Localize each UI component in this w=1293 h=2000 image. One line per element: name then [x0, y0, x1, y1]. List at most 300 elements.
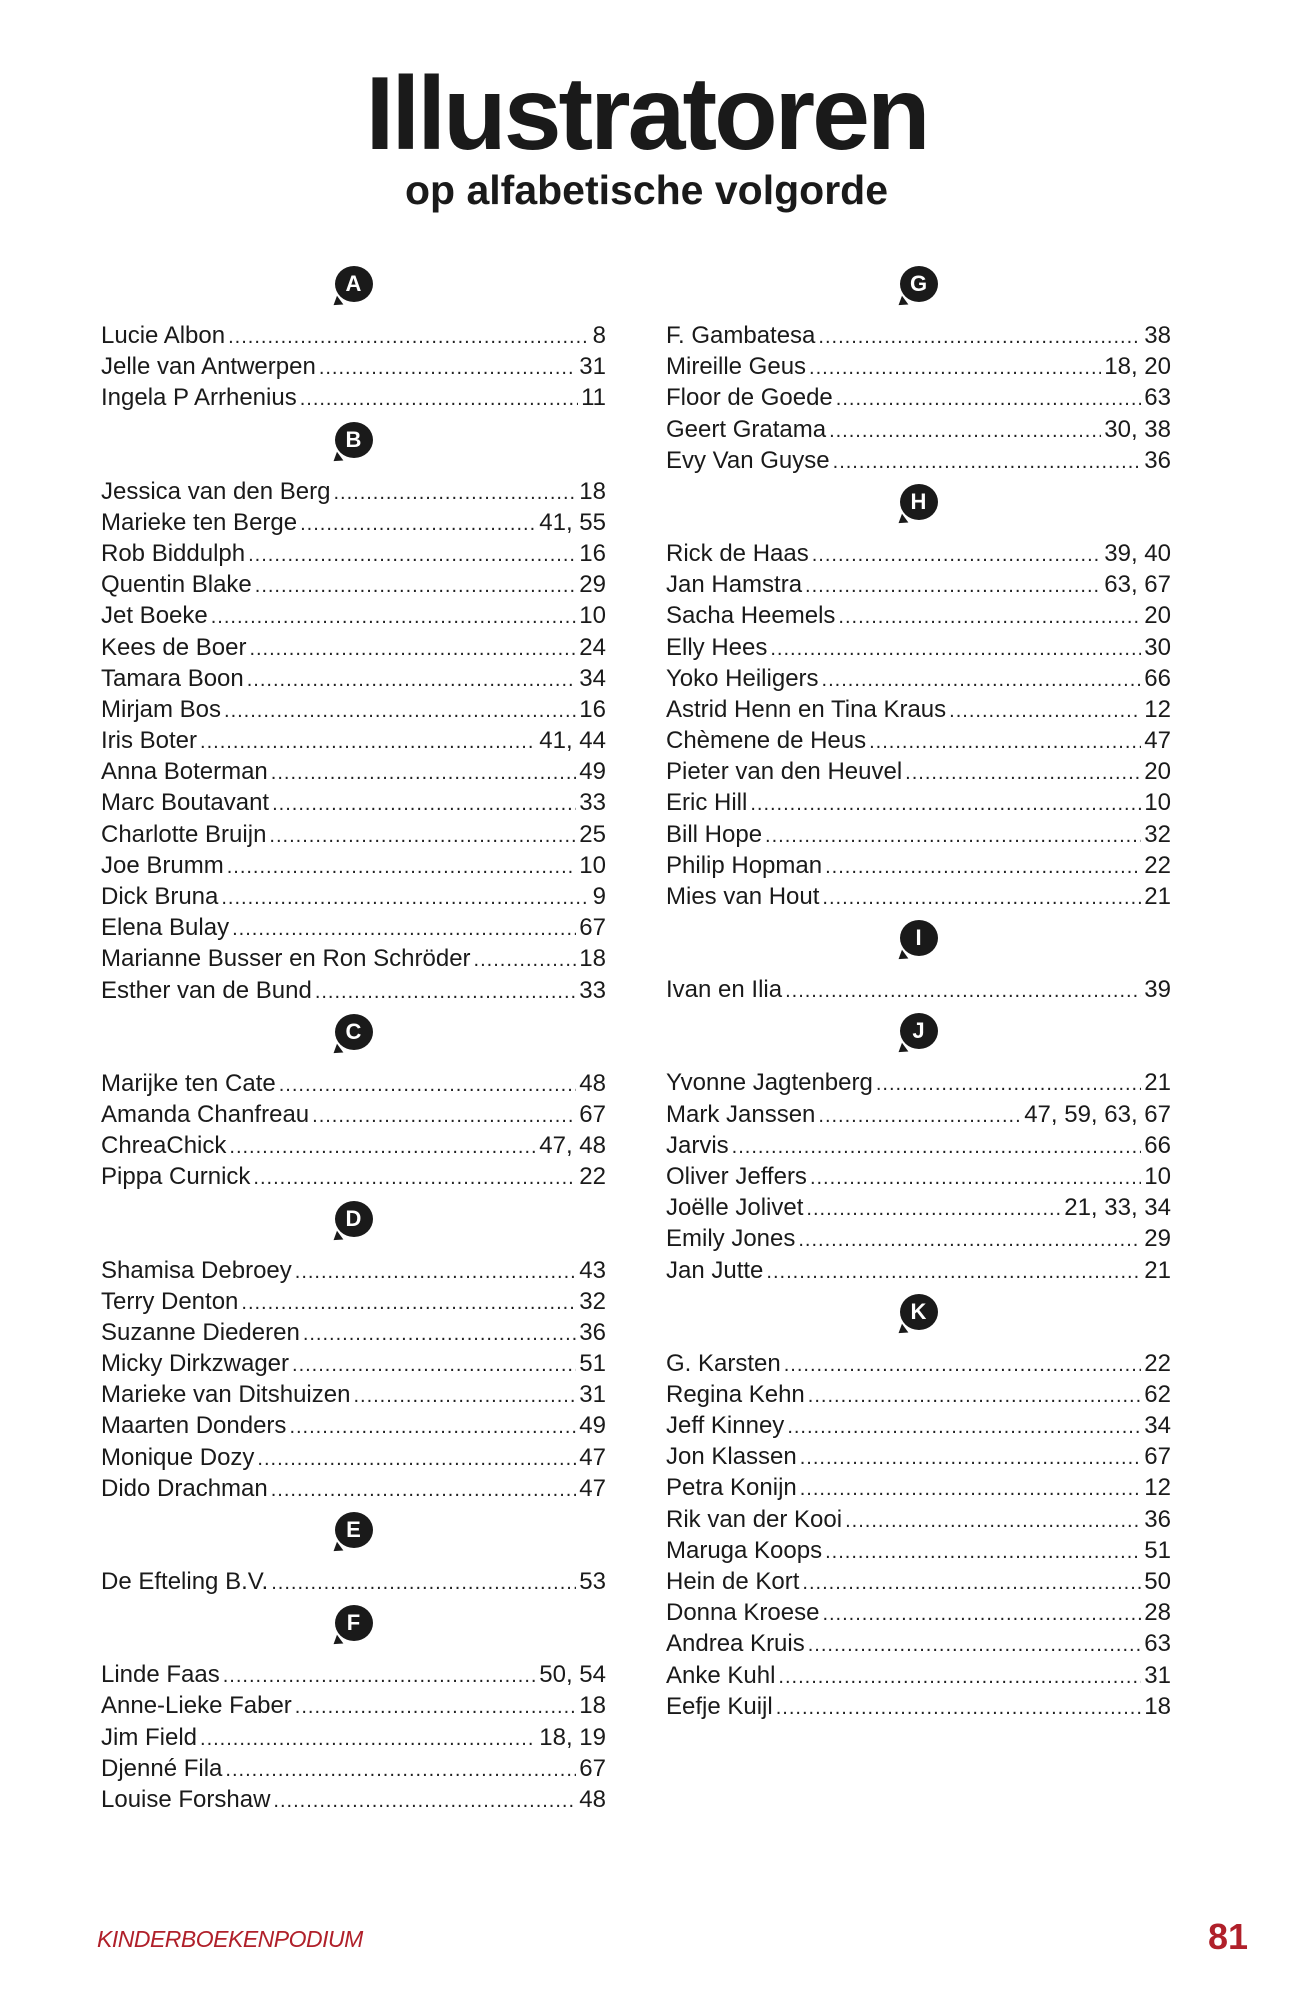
illustrator-name: Maarten Donders: [101, 1412, 287, 1440]
page-references: 49: [579, 1412, 606, 1440]
letter-section: [666, 476, 1171, 912]
page-references: 62: [1144, 1380, 1171, 1408]
letter-header: [666, 912, 1171, 974]
illustrator-name: Marc Boutavant: [101, 789, 270, 817]
dot-leader: [802, 1568, 1141, 1599]
index-entry: [101, 1753, 606, 1784]
index-entry: [101, 881, 606, 912]
dot-leader: [300, 384, 578, 415]
page-references: 39, 40: [1104, 539, 1171, 567]
illustrator-name: Elly Hees: [666, 633, 768, 661]
page-references: 11: [581, 384, 606, 412]
dot-leader: [949, 696, 1141, 727]
dot-leader: [292, 1350, 576, 1381]
illustrator-name: Marijke ten Cate: [101, 1069, 276, 1097]
index-entry: [101, 912, 606, 943]
index-entry: [101, 1161, 606, 1192]
dot-leader: [223, 1661, 537, 1692]
dot-leader: [249, 634, 576, 665]
illustrator-name: Anna Boterman: [101, 758, 268, 786]
illustrator-name: Iris Boter: [101, 727, 198, 755]
page-references: 41, 55: [539, 508, 606, 536]
dot-leader: [271, 758, 577, 789]
index-entry: [101, 507, 606, 538]
index-column-left: [101, 258, 606, 1815]
page-references: 29: [1144, 1225, 1171, 1253]
illustrator-name: Yoko Heiligers: [666, 664, 819, 692]
index-entry: [101, 663, 606, 694]
index-entry: [101, 600, 606, 631]
page-references: 41, 44: [539, 727, 606, 755]
index-entry: [101, 1722, 606, 1753]
illustrator-name: Jim Field: [101, 1723, 198, 1751]
dot-leader: [770, 634, 1141, 665]
letter-badge-icon: A: [335, 266, 373, 302]
illustrator-name: Eric Hill: [666, 789, 748, 817]
dot-leader: [800, 1474, 1142, 1505]
illustrator-name: Philip Hopman: [666, 851, 823, 879]
index-entry: [101, 1068, 606, 1099]
illustrator-name: Maruga Koops: [666, 1536, 823, 1564]
page-references: 28: [1144, 1599, 1171, 1627]
dot-leader: [845, 1506, 1141, 1537]
dot-leader: [809, 353, 1101, 384]
letter-section: [101, 1504, 606, 1597]
index-entry: [666, 1410, 1171, 1441]
index-entry: [101, 1566, 606, 1597]
letter-header: [101, 1504, 606, 1566]
page-references: 51: [579, 1350, 606, 1378]
page-references: 51: [1144, 1536, 1171, 1564]
dot-leader: [876, 1069, 1141, 1100]
dot-leader: [200, 1724, 536, 1755]
illustrator-name: Oliver Jeffers: [666, 1162, 807, 1190]
dot-leader: [822, 1599, 1141, 1630]
dot-leader: [200, 727, 536, 758]
letter-badge-icon: H: [900, 484, 938, 520]
index-entry: [666, 663, 1171, 694]
illustrator-name: Jelle van Antwerpen: [101, 353, 316, 381]
index-entry: [101, 1659, 606, 1690]
letter-badge-icon: C: [335, 1014, 373, 1050]
page-references: 32: [579, 1287, 606, 1315]
letter-badge-icon: E: [335, 1512, 373, 1548]
illustrator-name: Jet Boeke: [101, 602, 208, 630]
page-references: 36: [1144, 1505, 1171, 1533]
page-references: 18, 20: [1104, 353, 1171, 381]
dot-leader: [255, 571, 577, 602]
letter-section: [666, 1005, 1171, 1285]
illustrator-name: ChreaChick: [101, 1132, 227, 1160]
page-references: 47, 48: [539, 1132, 606, 1160]
dot-leader: [211, 602, 577, 633]
dot-leader: [800, 1443, 1142, 1474]
page-references: 43: [579, 1256, 606, 1284]
page-references: 16: [579, 695, 606, 723]
page-references: 53: [579, 1568, 606, 1595]
dot-leader: [248, 540, 576, 571]
index-entry: [101, 1410, 606, 1441]
dot-leader: [750, 789, 1141, 820]
illustrator-name: Rik van der Kooi: [666, 1505, 843, 1533]
illustrator-name: Petra Konijn: [666, 1474, 797, 1502]
index-entry: [101, 1286, 606, 1317]
index-entry: [666, 445, 1171, 476]
illustrator-name: Charlotte Bruijn: [101, 820, 267, 848]
page-references: 9: [592, 883, 606, 910]
page-references: 47: [579, 1443, 606, 1471]
index-entry: [666, 1067, 1171, 1098]
illustrator-name: Jeff Kinney: [666, 1412, 785, 1440]
page-references: 50, 54: [539, 1661, 606, 1689]
letter-section: [101, 1597, 606, 1815]
page-references: 18, 19: [539, 1723, 606, 1751]
illustrator-name: Rick de Haas: [666, 539, 809, 567]
index-entry: [101, 694, 606, 725]
illustrator-name: Jessica van den Berg: [101, 477, 331, 505]
page-references: 12: [1144, 1474, 1171, 1502]
index-entry: [666, 632, 1171, 663]
page-references: 24: [579, 633, 606, 661]
page-references: 21: [1144, 1069, 1171, 1097]
index-entry: [666, 1379, 1171, 1410]
letter-badge-icon: F: [335, 1605, 373, 1641]
letter-section: [101, 414, 606, 1006]
dot-leader: [787, 1412, 1141, 1443]
illustrator-name: Suzanne Diederen: [101, 1318, 300, 1346]
illustrator-name: Eefje Kuijl: [666, 1692, 773, 1720]
dot-leader: [253, 1163, 576, 1194]
illustrator-name: Marianne Busser en Ron Schröder: [101, 945, 471, 973]
page-references: 34: [1144, 1412, 1171, 1440]
page-references: 36: [1144, 446, 1171, 474]
illustrator-name: Linde Faas: [101, 1661, 220, 1689]
letter-header: [101, 414, 606, 476]
dot-leader: [312, 1101, 576, 1132]
page-subtitle: op alfabetische volgorde: [405, 167, 888, 213]
dot-leader: [224, 696, 576, 727]
page-references: 10: [1144, 789, 1171, 817]
illustrator-name: Pippa Curnick: [101, 1163, 251, 1191]
dot-leader: [808, 1381, 1142, 1412]
dot-leader: [257, 1444, 576, 1475]
illustrator-name: Terry Denton: [101, 1287, 239, 1315]
dot-leader: [289, 1412, 576, 1443]
index-entry: [101, 632, 606, 663]
page-references: 48: [579, 1069, 606, 1097]
letter-badge-icon: G: [900, 266, 938, 302]
dot-leader: [315, 977, 576, 1008]
index-entry: [101, 725, 606, 756]
page-references: 47: [1144, 727, 1171, 755]
illustrator-name: Shamisa Debroey: [101, 1256, 292, 1284]
illustrator-name: Jan Hamstra: [666, 571, 803, 599]
index-entry: [101, 943, 606, 974]
index-entry: [666, 725, 1171, 756]
illustrator-name: Lucie Albon: [101, 322, 226, 349]
dot-leader: [905, 758, 1141, 789]
index-entry: [101, 320, 606, 351]
illustrator-name: Ivan en Ilia: [666, 976, 783, 1004]
dot-leader: [822, 665, 1142, 696]
illustrator-name: Dick Bruna: [101, 883, 219, 910]
page-references: 39: [1144, 976, 1171, 1004]
index-entry: [666, 881, 1171, 912]
index-entry: [666, 974, 1171, 1005]
page-references: 22: [1144, 851, 1171, 879]
page-references: 63: [1144, 1630, 1171, 1658]
letter-header: [666, 1005, 1171, 1067]
illustrator-name: Bill Hope: [666, 820, 763, 848]
dot-leader: [766, 1257, 1141, 1288]
dot-leader: [319, 353, 576, 384]
dot-leader: [838, 602, 1141, 633]
index-entry: [666, 351, 1171, 382]
page-references: 30, 38: [1104, 415, 1171, 443]
dot-leader: [825, 852, 1141, 883]
dot-leader: [295, 1257, 577, 1288]
illustrator-name: Mark Janssen: [666, 1100, 816, 1128]
page-references: 33: [579, 976, 606, 1004]
letter-badge-icon: D: [335, 1201, 373, 1237]
illustrator-name: Sacha Heemels: [666, 602, 836, 630]
index-entry: [101, 382, 606, 413]
index-entry: [666, 1348, 1171, 1379]
dot-leader: [241, 1288, 576, 1319]
illustrator-name: Rob Biddulph: [101, 539, 246, 567]
page-references: 16: [579, 539, 606, 567]
illustrator-name: Jon Klassen: [666, 1443, 797, 1471]
illustrator-name: Kees de Boer: [101, 633, 247, 661]
illustrator-name: Djenné Fila: [101, 1754, 223, 1782]
index-entry: [101, 1348, 606, 1379]
illustrator-name: Monique Dozy: [101, 1443, 255, 1471]
illustrator-name: Emily Jones: [666, 1225, 796, 1253]
page-references: 18: [1144, 1692, 1171, 1720]
index-entry: [101, 1099, 606, 1130]
letter-section: [666, 258, 1171, 476]
dot-leader: [785, 976, 1141, 1007]
dot-leader: [818, 1101, 1021, 1132]
dot-leader: [829, 416, 1101, 447]
page-references: 33: [579, 789, 606, 817]
page-references: 34: [579, 664, 606, 692]
illustrator-name: Andrea Kruis: [666, 1630, 805, 1658]
letter-section: [101, 258, 606, 414]
index-entry: [101, 1255, 606, 1286]
dot-leader: [869, 727, 1141, 758]
page-number: 81: [1207, 1916, 1248, 1957]
dot-leader: [808, 1630, 1142, 1661]
page-references: 36: [579, 1318, 606, 1346]
illustrator-name: Regina Kehn: [666, 1380, 805, 1408]
letter-header: [666, 258, 1171, 320]
dot-leader: [279, 1070, 577, 1101]
dot-leader: [229, 1132, 536, 1163]
illustrator-name: Hein de Kort: [666, 1568, 800, 1595]
dot-leader: [333, 478, 576, 509]
letter-section: [101, 1193, 606, 1505]
index-entry: [666, 1255, 1171, 1286]
dot-leader: [784, 1350, 1142, 1381]
index-entry: [101, 756, 606, 787]
letter-section: [666, 1286, 1171, 1722]
index-entry: [101, 819, 606, 850]
illustrator-name: Astrid Henn en Tina Kraus: [666, 695, 947, 723]
page-references: 31: [1144, 1661, 1171, 1689]
index-entry: [666, 569, 1171, 600]
index-entry: [666, 787, 1171, 818]
letter-header: [101, 1193, 606, 1255]
illustrator-name: Marieke van Ditshuizen: [101, 1381, 351, 1409]
index-entry: [101, 975, 606, 1006]
illustrator-name: Evy Van Guyse: [666, 446, 830, 474]
dot-leader: [227, 852, 577, 883]
index-entry: [666, 1472, 1171, 1503]
dot-leader: [269, 821, 576, 852]
dot-leader: [798, 1225, 1141, 1256]
illustrator-name: Jan Jutte: [666, 1256, 764, 1284]
letter-header: [666, 1286, 1171, 1348]
illustrator-name: Anne-Lieke Faber: [101, 1692, 292, 1720]
index-entry: [666, 1691, 1171, 1722]
dot-leader: [825, 1537, 1141, 1568]
illustrator-name: Yvonne Jagtenberg: [666, 1069, 873, 1097]
index-entry: [666, 1597, 1171, 1628]
index-entry: [101, 351, 606, 382]
page-references: 67: [579, 1754, 606, 1782]
index-entry: [101, 850, 606, 881]
page-references: 18: [579, 945, 606, 973]
letter-badge-icon: J: [900, 1013, 938, 1049]
dot-leader: [273, 1786, 576, 1817]
dot-leader: [247, 665, 577, 696]
dot-leader: [272, 789, 576, 820]
illustrator-name: Pieter van den Heuvel: [666, 758, 903, 786]
illustrator-name: Anke Kuhl: [666, 1661, 776, 1689]
illustrator-name: G. Karsten: [666, 1349, 781, 1377]
page-references: 25: [579, 820, 606, 848]
page-references: 66: [1144, 664, 1171, 692]
dot-leader: [225, 1755, 576, 1786]
illustrator-name: Floor de Goede: [666, 384, 833, 412]
page-references: 8: [592, 322, 606, 349]
index-entry: [101, 1442, 606, 1473]
index-entry: [666, 1628, 1171, 1659]
page-references: 67: [1144, 1443, 1171, 1471]
illustrator-name: Chèmene de Heus: [666, 727, 867, 755]
illustrator-name: Mireille Geus: [666, 353, 807, 381]
illustrator-name: Esther van de Bund: [101, 976, 312, 1004]
page-references: 10: [579, 851, 606, 879]
page-references: 18: [579, 1692, 606, 1720]
dot-leader: [776, 1693, 1142, 1724]
dot-leader: [474, 945, 577, 976]
dot-leader: [812, 540, 1102, 571]
index-entry: [666, 1161, 1171, 1192]
page-references: 21: [1144, 1256, 1171, 1284]
page-references: 48: [579, 1785, 606, 1813]
page-references: 67: [579, 914, 606, 942]
page-references: 50: [1144, 1568, 1171, 1595]
page-references: 20: [1144, 758, 1171, 786]
illustrator-name: Mirjam Bos: [101, 695, 222, 723]
page-references: 20: [1144, 602, 1171, 630]
index-entry: [101, 1784, 606, 1815]
index-entry: [101, 538, 606, 569]
dot-leader: [228, 322, 590, 353]
page-references: 38: [1144, 322, 1171, 349]
letter-section: [666, 912, 1171, 1005]
dot-leader: [778, 1662, 1141, 1693]
illustrator-name: Louise Forshaw: [101, 1785, 271, 1813]
index-entry: [666, 1441, 1171, 1472]
page-references: 30: [1144, 633, 1171, 661]
index-entry: [101, 1379, 606, 1410]
page-references: 67: [579, 1100, 606, 1128]
illustrator-name: Dido Drachman: [101, 1474, 268, 1502]
dot-leader: [810, 1163, 1141, 1194]
dot-leader: [732, 1132, 1142, 1163]
index-entry: [666, 538, 1171, 569]
page-references: 63: [1144, 384, 1171, 412]
dot-leader: [836, 384, 1142, 415]
page-references: 47, 59, 63, 67: [1024, 1100, 1171, 1128]
illustrator-name: De Efteling B.V.: [101, 1568, 269, 1595]
page-references: 49: [579, 758, 606, 786]
index-entry: [666, 414, 1171, 445]
dot-leader: [353, 1381, 576, 1412]
page-references: 21: [1144, 883, 1171, 910]
page-references: 18: [579, 477, 606, 505]
dot-leader: [806, 1194, 1061, 1225]
index-entry: [101, 1317, 606, 1348]
illustrator-name: Jarvis: [666, 1131, 729, 1159]
illustrator-name: Micky Dirkzwager: [101, 1350, 290, 1378]
index-entry: [101, 476, 606, 507]
page-references: 22: [579, 1163, 606, 1191]
index-entry: [666, 1192, 1171, 1223]
page-references: 21, 33, 34: [1064, 1194, 1171, 1222]
index-entry: [101, 569, 606, 600]
index-entry: [666, 1130, 1171, 1161]
dot-leader: [295, 1692, 577, 1723]
index-entry: [101, 1690, 606, 1721]
dot-leader: [303, 1319, 576, 1350]
publication-name: KINDERBOEKENPODIUM: [97, 1926, 363, 1952]
index-entry: [666, 382, 1171, 413]
illustrator-name: Quentin Blake: [101, 571, 252, 599]
index-entry: [666, 694, 1171, 725]
letter-section: [101, 1006, 606, 1193]
index-entry: [666, 1099, 1171, 1130]
page-references: 63, 67: [1104, 571, 1171, 599]
illustrator-name: Elena Bulay: [101, 914, 230, 942]
illustrator-name: Donna Kroese: [666, 1599, 820, 1627]
index-entry: [666, 1566, 1171, 1597]
letter-badge-icon: I: [900, 920, 938, 956]
index-entry: [101, 1473, 606, 1504]
page-references: 31: [579, 1381, 606, 1409]
illustrator-name: Geert Gratama: [666, 415, 827, 443]
index-column-right: [666, 258, 1171, 1722]
index-entry: [666, 850, 1171, 881]
index-entry: [666, 320, 1171, 351]
illustrator-name: Marieke ten Berge: [101, 508, 298, 536]
illustrator-name: F. Gambatesa: [666, 322, 816, 349]
page-references: 12: [1144, 695, 1171, 723]
dot-leader: [221, 883, 589, 914]
